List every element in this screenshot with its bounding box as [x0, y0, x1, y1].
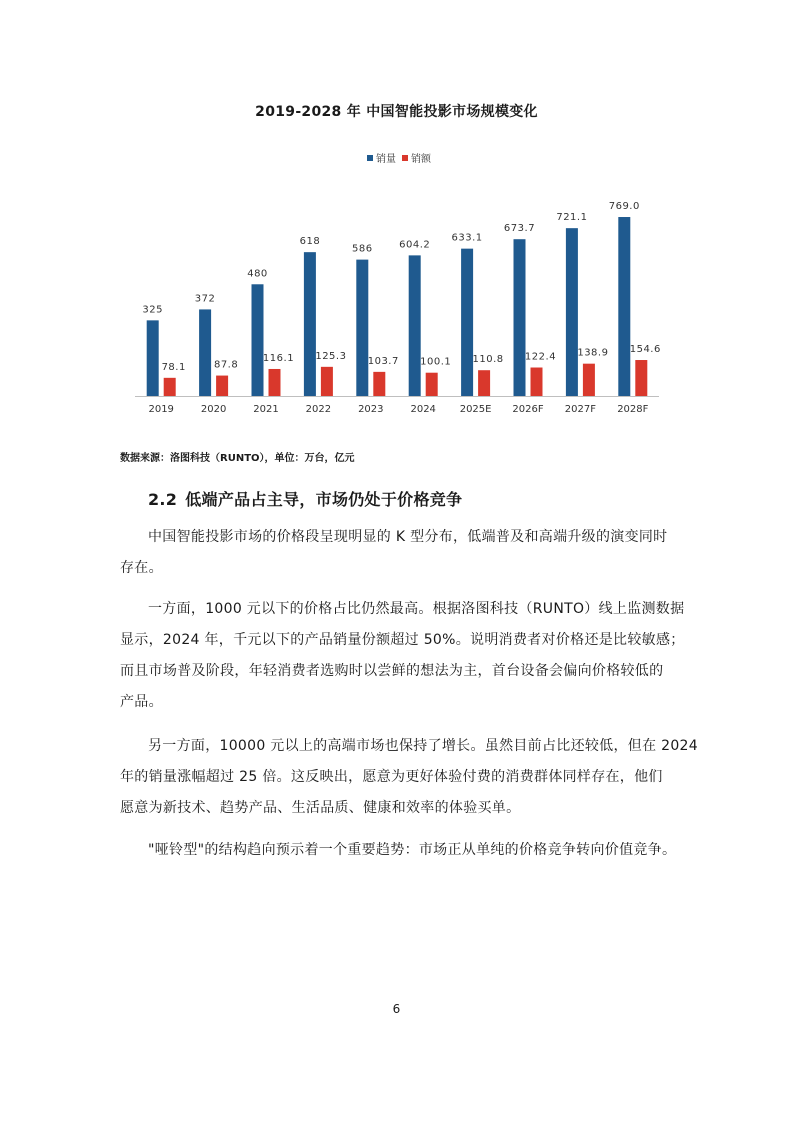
data-label-sales-2024: 100.1	[420, 356, 452, 368]
x-tick-label-2023: 2023	[358, 404, 384, 415]
x-tick-label-2020: 2020	[200, 404, 227, 415]
data-label-sales-2025E: 110.8	[472, 354, 504, 366]
bar-sales-2022	[321, 367, 333, 396]
data-label-sales-2028F: 154.6	[629, 344, 661, 356]
bar-volume-2020	[199, 309, 211, 396]
bar-volume-2024	[409, 255, 421, 396]
paragraph-1	[120, 522, 680, 584]
paragraph-line: 愿意为新技术、趋势产品、生活品质、健康和效率的体验买单。	[120, 800, 521, 816]
paragraph-line: "哑铃型"的结构趋向预示着一个重要趋势：市场正从单纯的价格竞争转向价值竞争。	[148, 842, 677, 858]
data-label-volume-2026F: 673.7	[503, 223, 536, 235]
data-label-volume-2027F: 721.1	[556, 212, 588, 224]
chart-bars	[142, 201, 660, 396]
bar-sales-2021	[269, 369, 281, 396]
paragraph-line: 显示，2024 年，千元以下的产品销量份额超过 50%。说明消费者对价格还是比较敏感；	[120, 632, 685, 648]
section-number: 2.2	[148, 490, 178, 509]
x-tick-label-2026F: 2026F	[512, 404, 544, 415]
data-label-volume-2021: 480	[247, 268, 268, 280]
data-label-volume-2023: 586	[352, 243, 373, 255]
paragraph-line: 中国智能投影市场的价格段呈现明显的 K 型分布，低端普及和高端升级的演变同时	[148, 529, 668, 545]
bar-volume-2021	[252, 284, 264, 396]
bar-chart	[0, 0, 793, 440]
data-label-volume-2019: 325	[142, 304, 163, 316]
legend-swatch-0	[367, 155, 373, 161]
bar-sales-2025E	[478, 370, 490, 396]
source-note: 数据来源：洛图科技（RUNTO），单位：万台，亿元	[120, 453, 355, 464]
paragraph-3	[120, 731, 698, 824]
x-tick-label-2021: 2021	[253, 404, 279, 415]
chart-legend	[367, 152, 432, 165]
data-label-sales-2023: 103.7	[367, 355, 399, 367]
section-title: 低端产品占主导，市场仍处于价格竞争	[185, 490, 463, 509]
data-label-sales-2026F: 122.4	[524, 351, 557, 363]
x-tick-label-2022: 2022	[305, 404, 332, 415]
paragraph-2	[120, 594, 685, 718]
chart-x-axis	[135, 397, 659, 416]
data-label-sales-2021: 116.1	[262, 352, 295, 364]
x-tick-label-2019: 2019	[148, 404, 174, 415]
data-label-volume-2024: 604.2	[399, 239, 431, 251]
bar-volume-2027F	[566, 228, 578, 396]
paragraph-line: 另一方面，10000 元以上的高端市场也保持了增长。虽然目前占比还较低，但在 2024	[148, 738, 698, 754]
data-label-sales-2020: 87.8	[213, 359, 239, 371]
x-tick-label-2027F: 2027F	[564, 404, 597, 415]
page-number: 6	[392, 1002, 401, 1016]
chart-title: 2019-2028 年 中国智能投影市场规模变化	[255, 104, 538, 120]
bar-sales-2024	[426, 373, 438, 396]
bar-sales-2019	[164, 378, 176, 396]
legend-swatch-1	[402, 155, 408, 161]
paragraph-4	[120, 835, 680, 866]
bar-volume-2026F	[514, 239, 526, 396]
bar-sales-2028F	[635, 360, 647, 396]
data-label-sales-2019: 78.1	[161, 361, 186, 373]
bar-sales-2026F	[531, 368, 543, 396]
data-label-volume-2028F: 769.0	[608, 201, 640, 213]
paragraph-line: 存在。	[120, 560, 163, 576]
bar-volume-2025E	[461, 249, 473, 396]
bar-sales-2027F	[583, 364, 595, 396]
bar-sales-2023	[373, 372, 385, 396]
paragraph-line: 而且市场普及阶段，年轻消费者选购时以尝鲜的想法为主，首台设备会偏向价格较低的	[120, 663, 664, 679]
data-label-volume-2020: 372	[194, 293, 216, 305]
data-label-volume-2025E: 633.1	[451, 232, 483, 244]
data-label-sales-2027F: 138.9	[577, 347, 609, 359]
data-label-sales-2022: 125.3	[315, 350, 347, 362]
paragraph-line: 年的销量涨幅超过 25 倍。这反映出，愿意为更好体验付费的消费群体同样存在，他们	[120, 769, 663, 785]
paragraph-line: 产品。	[120, 694, 163, 710]
x-tick-label-2028F: 2028F	[617, 404, 649, 415]
section-heading	[148, 487, 462, 510]
paragraph-line: 一方面，1000 元以下的价格占比仍然最高。根据洛图科技（RUNTO）线上监测数据	[148, 601, 685, 617]
x-tick-label-2025E: 2025E	[459, 404, 492, 415]
x-tick-label-2024: 2024	[410, 404, 436, 415]
bar-volume-2019	[147, 320, 159, 396]
legend-label-0: 销量	[376, 154, 396, 165]
legend-label-1: 销额	[411, 154, 431, 165]
data-label-volume-2022: 618	[299, 236, 321, 248]
bar-volume-2028F	[618, 217, 630, 396]
bar-sales-2020	[216, 376, 228, 396]
bar-volume-2023	[356, 260, 368, 396]
bar-volume-2022	[304, 252, 316, 396]
